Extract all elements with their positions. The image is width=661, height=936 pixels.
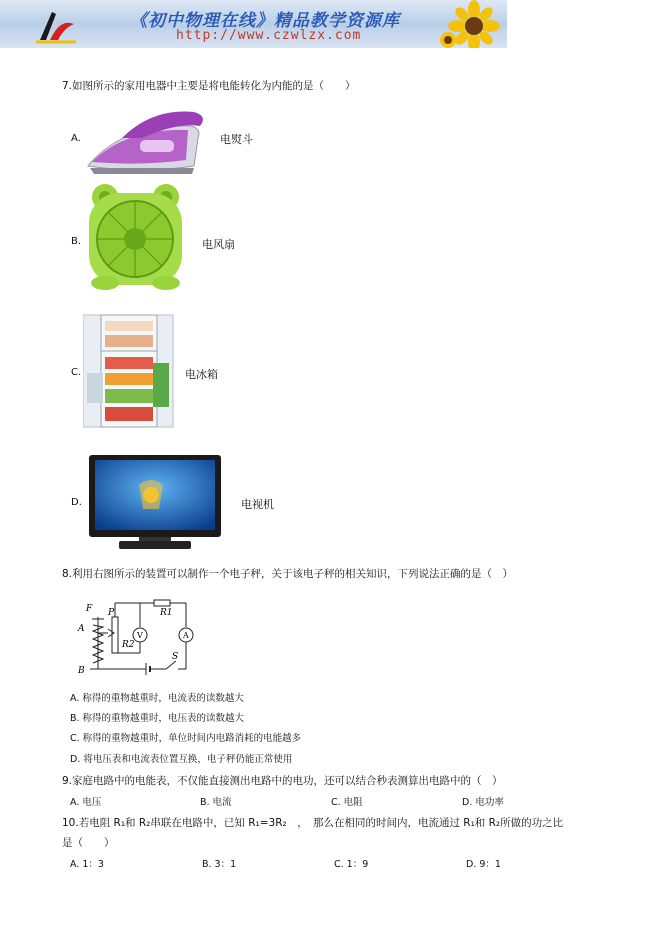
label-P: P [108, 608, 115, 618]
fan-icon [83, 183, 188, 293]
q8-stem: 8.利用右图所示的装置可以制作一个电子秤，关于该电子秤的相关知识，下列说法正确的是（ ） [62, 568, 514, 580]
q10-option-d: D. 9：1 [466, 859, 501, 870]
q7-stem: 7.如图所示的家用电器中主要是将电能转化为内能的是（ ） [62, 80, 356, 92]
q9-option-c: C. 电阻 [331, 797, 363, 808]
q8-option-a: A. 称得的重物越重时，电流表的读数越大 [70, 693, 244, 704]
q8-option-b: B. 称得的重物越重时，电压表的读数越大 [70, 713, 245, 724]
q10-option-b: B. 3：1 [202, 859, 237, 870]
q9-option-d: D. 电功率 [462, 797, 504, 808]
label-B: B [78, 666, 85, 676]
label-R1: R1 [160, 608, 173, 618]
q7-option-b-label: 电风扇 [202, 238, 235, 251]
sunflower-icon [440, 0, 507, 48]
q10-stem-line2: 是（ ） [62, 837, 115, 849]
q9-option-b: B. 电流 [200, 797, 232, 808]
banner-url: http://www.czwlzx.com [176, 28, 362, 43]
label-R2: R2 [122, 640, 135, 650]
label-A: A [78, 624, 85, 634]
q9-option-a: A. 电压 [70, 797, 102, 808]
tv-icon [89, 455, 223, 551]
q7-option-d-letter: D. [71, 497, 82, 508]
q7-option-b-letter: B. [71, 236, 82, 247]
voltmeter-icon: V [137, 631, 143, 640]
label-F: F [86, 604, 93, 614]
logo-icon [30, 4, 80, 44]
ammeter-icon: A [183, 631, 189, 640]
q9-stem: 9.家庭电路中的电能表，不仅能直接测出电路中的电功，还可以结合秒表测算出电路中的（ ） [62, 775, 503, 787]
circuit-diagram [76, 597, 200, 679]
q7-option-a-label: 电熨斗 [220, 133, 253, 146]
q8-option-d: D. 将电压表和电流表位置互换，电子秤仍能正常使用 [70, 754, 293, 765]
q7-option-c-letter: C. [71, 367, 82, 378]
q10-option-c: C. 1：9 [334, 859, 369, 870]
header-banner [0, 0, 507, 48]
q7-option-a-letter: A. [71, 133, 81, 144]
q10-option-a: A. 1：3 [70, 859, 104, 870]
banner-title: 《初中物理在线》精品教学资源库 [130, 11, 400, 31]
fridge-icon [83, 313, 175, 429]
q7-option-d-label: 电视机 [241, 498, 274, 511]
label-S: S [172, 652, 179, 662]
q10-stem-line1: 10.若电阻 R₁和 R₂串联在电路中，已知 R₁=3R₂ ， 那么在相同的时间内，电流通过 R₁和 R₂所做的功之比 [62, 817, 564, 829]
iron-icon [82, 104, 212, 178]
q7-option-c-label: 电冰箱 [185, 368, 218, 381]
q8-option-c: C. 称得的重物越重时，单位时间内电路消耗的电能越多 [70, 733, 302, 744]
